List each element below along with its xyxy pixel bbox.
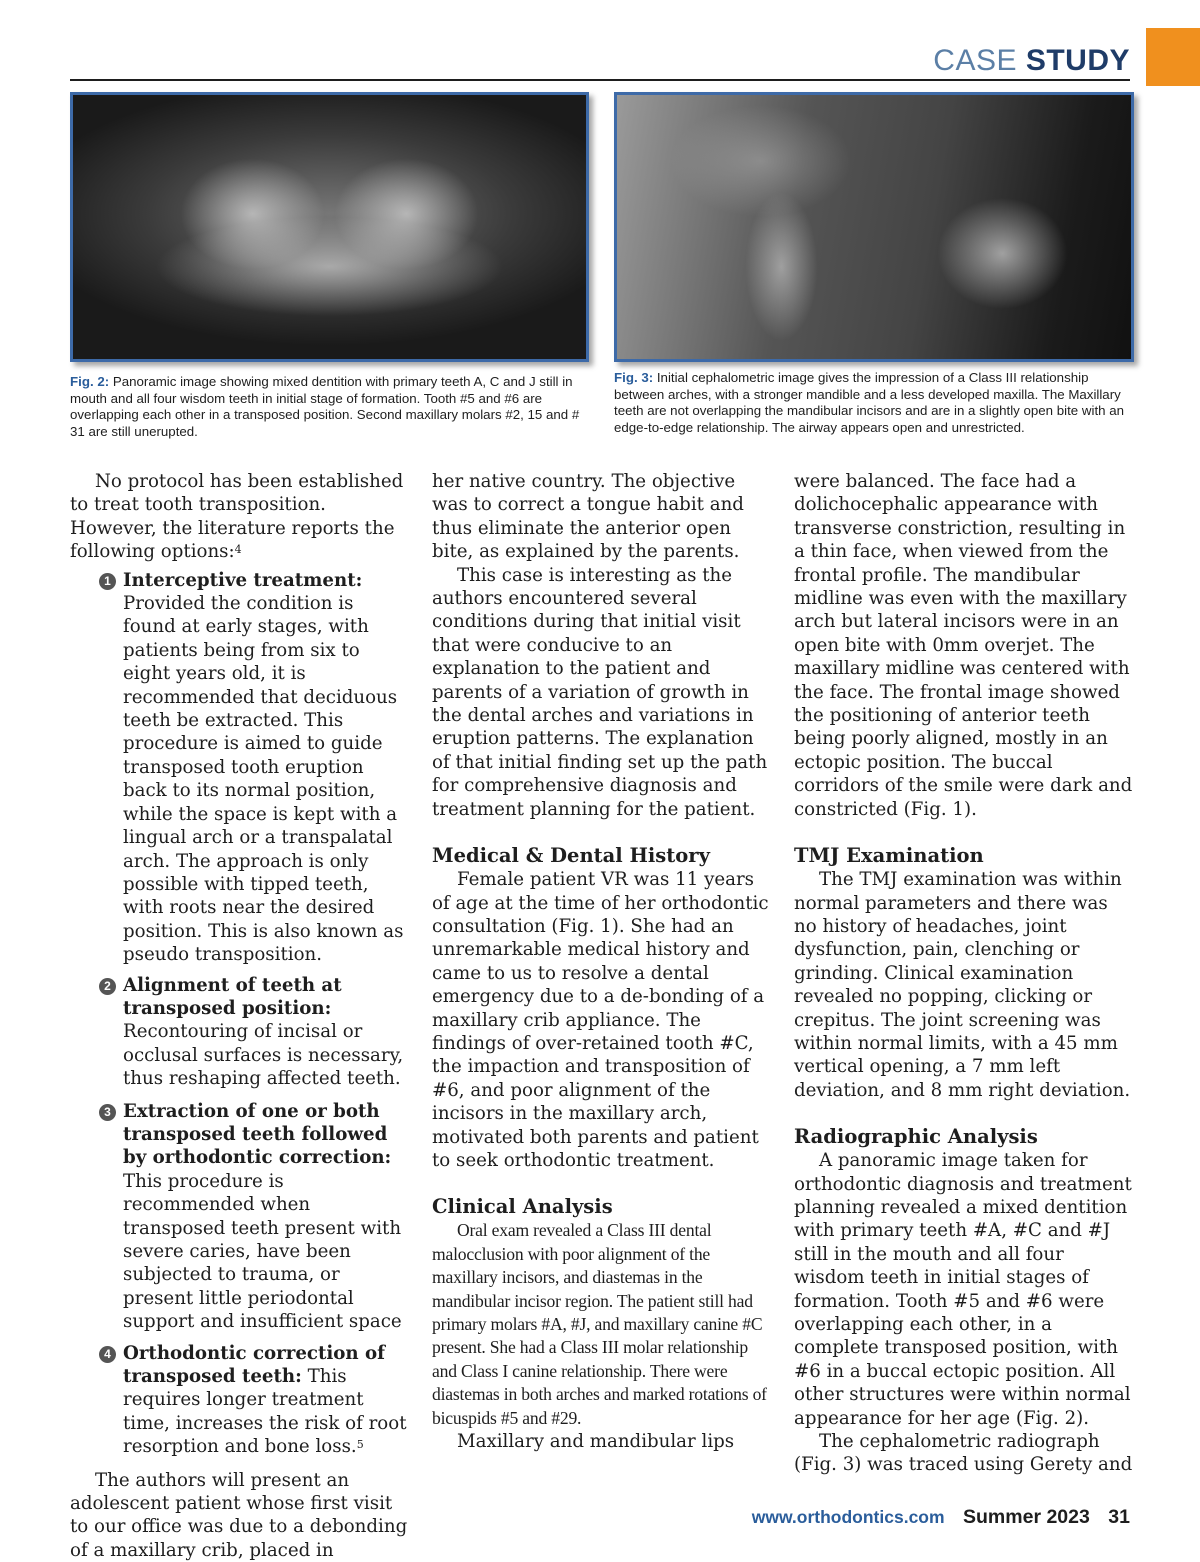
option-item-1: 1 Interceptive treatment: Provided the condition is found at early stages, with patients being from six to eight years old, it is recommended that deciduous teeth be extracted. This procedure is aimed to guide transposed tooth eruption back to its normal position, while the space is kept with a lingual arch or a transpalatal arch. The approach is only possible with tipped teeth, with roots near the desired position. This is also known as pseudo transposition. — [70, 569, 410, 967]
text-column-2 — [432, 470, 772, 1453]
figure-3-caption: Fig. 3: Initial cephalometric image gives the impression of a Class III relationship between arches, with a stronger mandible and a less developed maxilla. The Maxillary teeth are not overlapping the mandibular incisors and are in a slightly open bite with an edge-to-edge relationship. The airway appears open and unrestricted. — [614, 370, 1125, 435]
section-heading: Medical & Dental History — [432, 844, 710, 868]
intro-paragraph: No protocol has been established to treat tooth transposition. However, the literature reports the following options:$^4$ — [70, 471, 404, 563]
text-column-3 — [794, 470, 1134, 1477]
section-heading: Clinical Analysis — [432, 1195, 613, 1219]
number-bullet-icon: 1 — [99, 573, 116, 590]
option-item-2: 2 Alignment of teeth at transposed position: Recontouring of incisal or occlusal surfaces is necessary, thus reshaping affected teeth. — [70, 974, 410, 1091]
figure-2-caption: Fig. 2: Panoramic image showing mixed dentition with primary teeth A, C and J still in mouth and all four wisdom teeth in initial stage of formation. Tooth #5 and #6 are overlapping each other in a transposed position. Second maxillary molars #2, 15 and # 31 are still unerupted. — [70, 374, 580, 439]
paragraph: The cephalometric radiograph (Fig. 3) was traced using Gerety and — [794, 1431, 1133, 1476]
paragraph: A panoramic image taken for orthodontic diagnosis and treatment planning revealed a mixed dentition with primary teeth #A, #C and #J still in the mouth and all four wisdom teeth in initial stages of formation. Tooth #5 and #6 were overlapping each other, in a complete transposed position, with #6 in a buccal ectopic position. All other structures were within normal appearance for her age (Fig. 2). — [794, 1150, 1132, 1429]
number-bullet-icon: 2 — [99, 978, 116, 995]
section-heading: TMJ Examination — [794, 844, 984, 868]
paragraph: Female patient VR was 11 years of age at the time of her orthodontic consultation (Fig. 1). She had an unremarkable medical history and came to us to resolve a dental emergency due to a de-bonding of a maxillary crib appliance. The findings of over-retained tooth #C, the impaction and transposition of #6, and poor alignment of the incisors in the maxillary arch, motivated both parents and patient to seek orthodontic treatment. — [432, 869, 769, 1171]
issue-label: Summer 2023 — [963, 1506, 1090, 1528]
option-item-3: 3 Extraction of one or both transposed teeth followed by orthodontic correction: This procedure is recommended when transposed teeth present with severe caries, have been subjected to trauma, or present little periodontal support and insufficient space — [70, 1100, 410, 1334]
paragraph: The TMJ examination was within normal parameters and there was no history of headaches, joint dysfunction, pain, clenching or grinding. Clinical examination revealed no popping, clicking or crepitus. The joint screening was within normal limits, with a 45 mm vertical opening, a 7 mm left deviation, and 8 mm right deviation. — [794, 869, 1131, 1101]
paragraph: Oral exam revealed a Class III dental malocclusion with poor alignment of the maxillary incisors, and diastemas in the mandibular incisor region. The patient still had primary molars #A, #J, and maxillary canine #C present. She had a Class III molar relationship and Class I canine relationship. There were diastemas in both arches and marked rotations of bicuspids #5 and #29. — [432, 1220, 767, 1428]
paragraph: her native country. The objective was to correct a tongue habit and thus eliminate the anterior open bite, as explained by the parents. — [432, 471, 744, 563]
reference-marker: 5 — [356, 1438, 364, 1452]
cephalometric-xray-image — [614, 92, 1134, 362]
website-link[interactable]: www.orthodontics.com — [751, 1507, 945, 1527]
paragraph: This case is interesting as the authors encountered several conditions during that initial visit that were conducive to an explanation to the patient and parents of a variation of growth in the dental arches and variations in eruption patterns. The explanation of that initial finding set up the path for comprehensive diagnosis and treatment planning for the patient. — [432, 564, 768, 820]
text-column-1 — [70, 470, 410, 1562]
paragraph: Maxillary and mandibular lips — [457, 1431, 735, 1453]
section-header: CASE STUDY — [933, 44, 1130, 77]
paragraph: were balanced. The face had a dolichocephalic appearance with transverse constriction, resulting in a thin face, when viewed from the frontal profile. The mandibular midline was even with the maxillary arch but lateral incisors were in an open bite with 0mm overjet. The maxillary midline was centered with the face. The frontal image showed the positioning of anterior teeth being poorly aligned, mostly in an ectopic position. The buccal corridors of the smile were dark and constricted (Fig. 1). — [794, 471, 1133, 820]
outro-paragraph: The authors will present an adolescent patient whose first visit to our office was due to a debonding of a maxillary crib, placed in — [70, 1469, 408, 1561]
number-bullet-icon: 3 — [99, 1104, 116, 1121]
page-number: 31 — [1108, 1506, 1130, 1528]
page-footer — [752, 1506, 1130, 1529]
panoramic-xray-image — [70, 92, 589, 362]
header-rule — [70, 79, 1130, 81]
section-tab-marker — [1146, 28, 1200, 86]
number-bullet-icon: 4 — [99, 1346, 116, 1363]
section-heading: Radiographic Analysis — [794, 1125, 1038, 1149]
option-item-4: 4 Orthodontic correction of transposed teeth: This requires longer treatment time, increases the risk of root resorption and bone loss.$^5$ — [70, 1342, 410, 1459]
reference-marker: 4 — [234, 543, 242, 557]
